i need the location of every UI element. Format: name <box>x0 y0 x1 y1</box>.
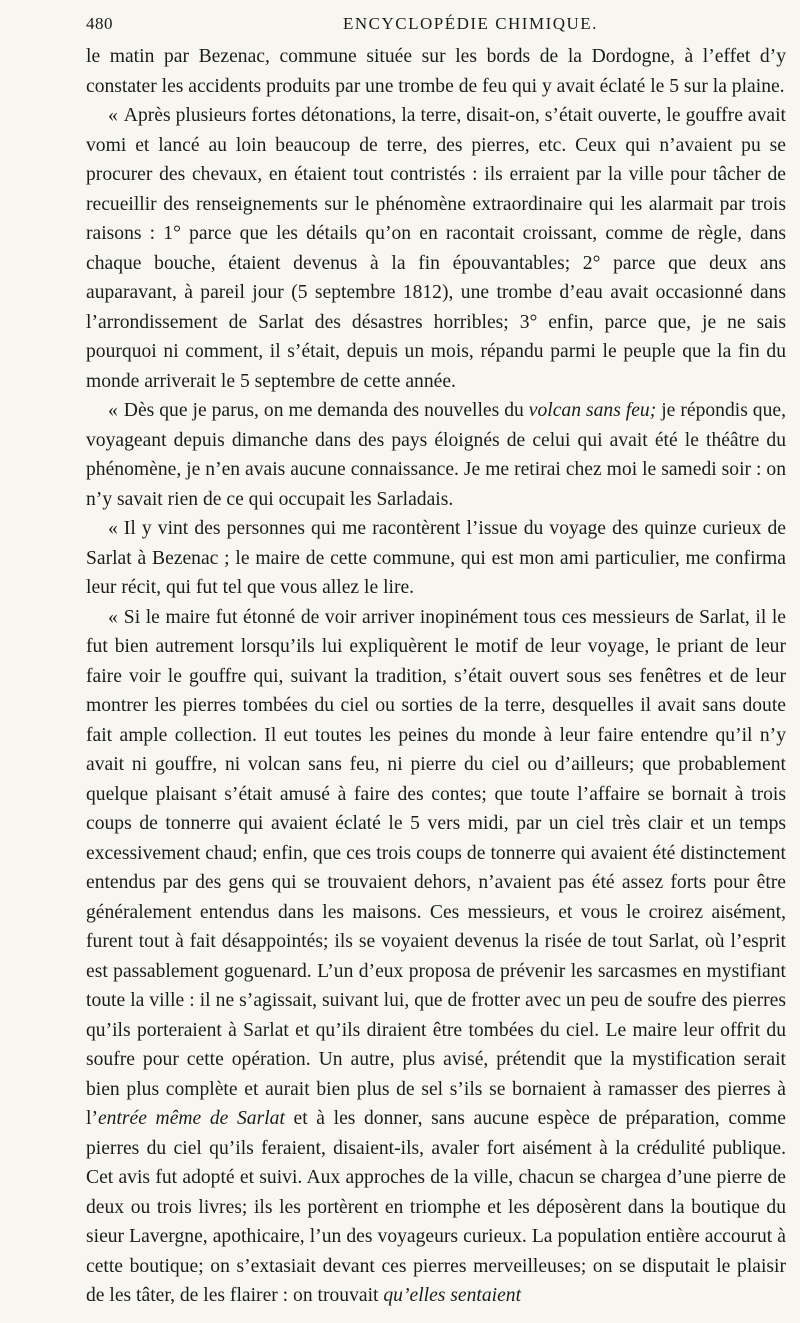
opening-quote: « <box>108 606 118 628</box>
running-title: ENCYCLOPÉDIE CHIMIQUE. <box>343 14 598 33</box>
opening-quote: « <box>108 105 118 126</box>
paragraph <box>86 514 786 603</box>
paragraph <box>86 42 786 101</box>
italic-phrase: qu’elles sentaient <box>383 1285 522 1306</box>
paragraph <box>86 396 786 514</box>
paragraph <box>86 101 786 396</box>
opening-quote: « <box>108 518 118 539</box>
paragraph-text: Dès que je parus, on me demanda des nouvelles du <box>123 400 529 421</box>
italic-phrase: entrée même de Sarlat <box>97 1108 285 1129</box>
paragraph <box>86 603 786 1311</box>
opening-quote: « <box>108 400 118 421</box>
paragraph-text: le matin par Bezenac, commune située sur les bords de la Dordogne, à l’effet d’y constater les accidents produits par une trombe de feu qui y avait éclaté le 5 sur la plaine. <box>86 46 786 97</box>
body-text <box>86 42 786 1311</box>
paragraph-text: je répondis que, voyageant depuis dimanche dans des pays éloignés de celui qui avait été le théâtre du phénomène, je n’en avais aucune connaissance. Je me retirai chez moi le samedi soir : on n’y savait rien de ce qui occupait les Sarladais. <box>86 400 786 510</box>
italic-phrase: volcan sans feu; <box>528 400 657 421</box>
paragraph-text: et à les donner, sans aucune espèce de préparation, comme pierres du ciel qu’ils feraient, disaient-ils, avaler fort aisément à la crédulité publique. Cet avis fut adopté et suivi. Aux approches de la ville, chacun se chargea d’une pierre de deux ou trois livres; ils les portèrent en triomphe et les déposèrent dans la boutique du sieur Lavergne, apothicaire, l’un des voyageurs curieux. La population entière accourut à cette boutique; on s’extasiait devant ces pierres merveilleuses; on se disputait le plaisir de les tâter, de les flairer : on trouvait <box>86 1108 786 1306</box>
paragraph-text: Après plusieurs fortes détonations, la terre, disait-on, s’était ouverte, le gouffre avait vomi et lancé au loin beaucoup de terre, des pierres, etc. Ceux qui n’avaient pu se procurer des chevaux, en étaient tout contristés : ils erraient par la ville pour tâcher de recueillir des renseignements sur le phénomène extraordinaire qui les alarmait par trois raisons : 1° parce que les détails qu’on en racontait croissant, comme de règle, dans chaque bouche, étaient devenus à la fin épouvantables; 2° parce que deux ans auparavant, à pareil jour (5 septembre 1812), une trombe d’eau avait occasionné dans l’arrondissement de Sarlat des désastres horribles; 3° enfin, parce que, je ne sais pourquoi ni comment, il s’était, depuis un mois, répandu parmi le peuple que la fin du monde arriverait le 5 septembre de cette année. <box>86 105 786 392</box>
paragraph-text: Si le maire fut étonné de voir arriver inopinément tous ces messieurs de Sarlat, il le fut bien autrement lorsqu’ils lui expliquèrent le motif de leur voyage, le priant de leur faire voir le gouffre qui, suivant la tradition, s’était ouvert sous ses fenêtres et de leur montrer les pierres tombées du ciel ou sorties de la terre, desquelles il avait sans doute fait ample collection. Il eut toutes les peines du monde à leur faire entendre qu’il n’y avait ni gouffre, ni volcan sans feu, ni pierre du ciel ou d’ailleurs; que probablement quelque plaisant s’était amusé à faire des contes; que toute l’affaire se bornait à trois coups de tonnerre qui avaient éclaté le 5 vers midi, par un ciel très clair et un temps excessivement chaud; enfin, que ces trois coups de tonnerre qui avaient été distinctement entendus par des gens qui se trouvaient dehors, n’avaient pas été assez forts pour être généralement entendus dans les maisons. Ces messieurs, et vous le croirez aisément, furent tout à fait désappointés; ils se voyaient devenus la risée de tout Sarlat, où l’esprit est passablement goguenard. L’un d’eux proposa de prévenir les sarcasmes en mystifiant toute la ville : il ne s’agissait, suivant lui, que de frotter avec un peu de soufre des pierres qu’ils porteraient à Sarlat et qu’ils diraient être tombées du ciel. Le maire leur offrit du soufre pour cette opération. Un autre, plus avisé, prétendit que la mystification serait bien plus complète et aurait bien plus de sel s’ils se bornaient à ramasser des pierres à l’ <box>86 606 786 1129</box>
paragraph-text: Il y vint des personnes qui me racontèrent l’issue du voyage des quinze curieux de Sarlat à Bezenac ; le maire de cette commune, qui est mon ami particulier, me confirma leur récit, qui fut tel que vous allez le lire. <box>86 518 786 598</box>
running-head <box>86 14 786 36</box>
page-number: 480 <box>86 14 113 33</box>
